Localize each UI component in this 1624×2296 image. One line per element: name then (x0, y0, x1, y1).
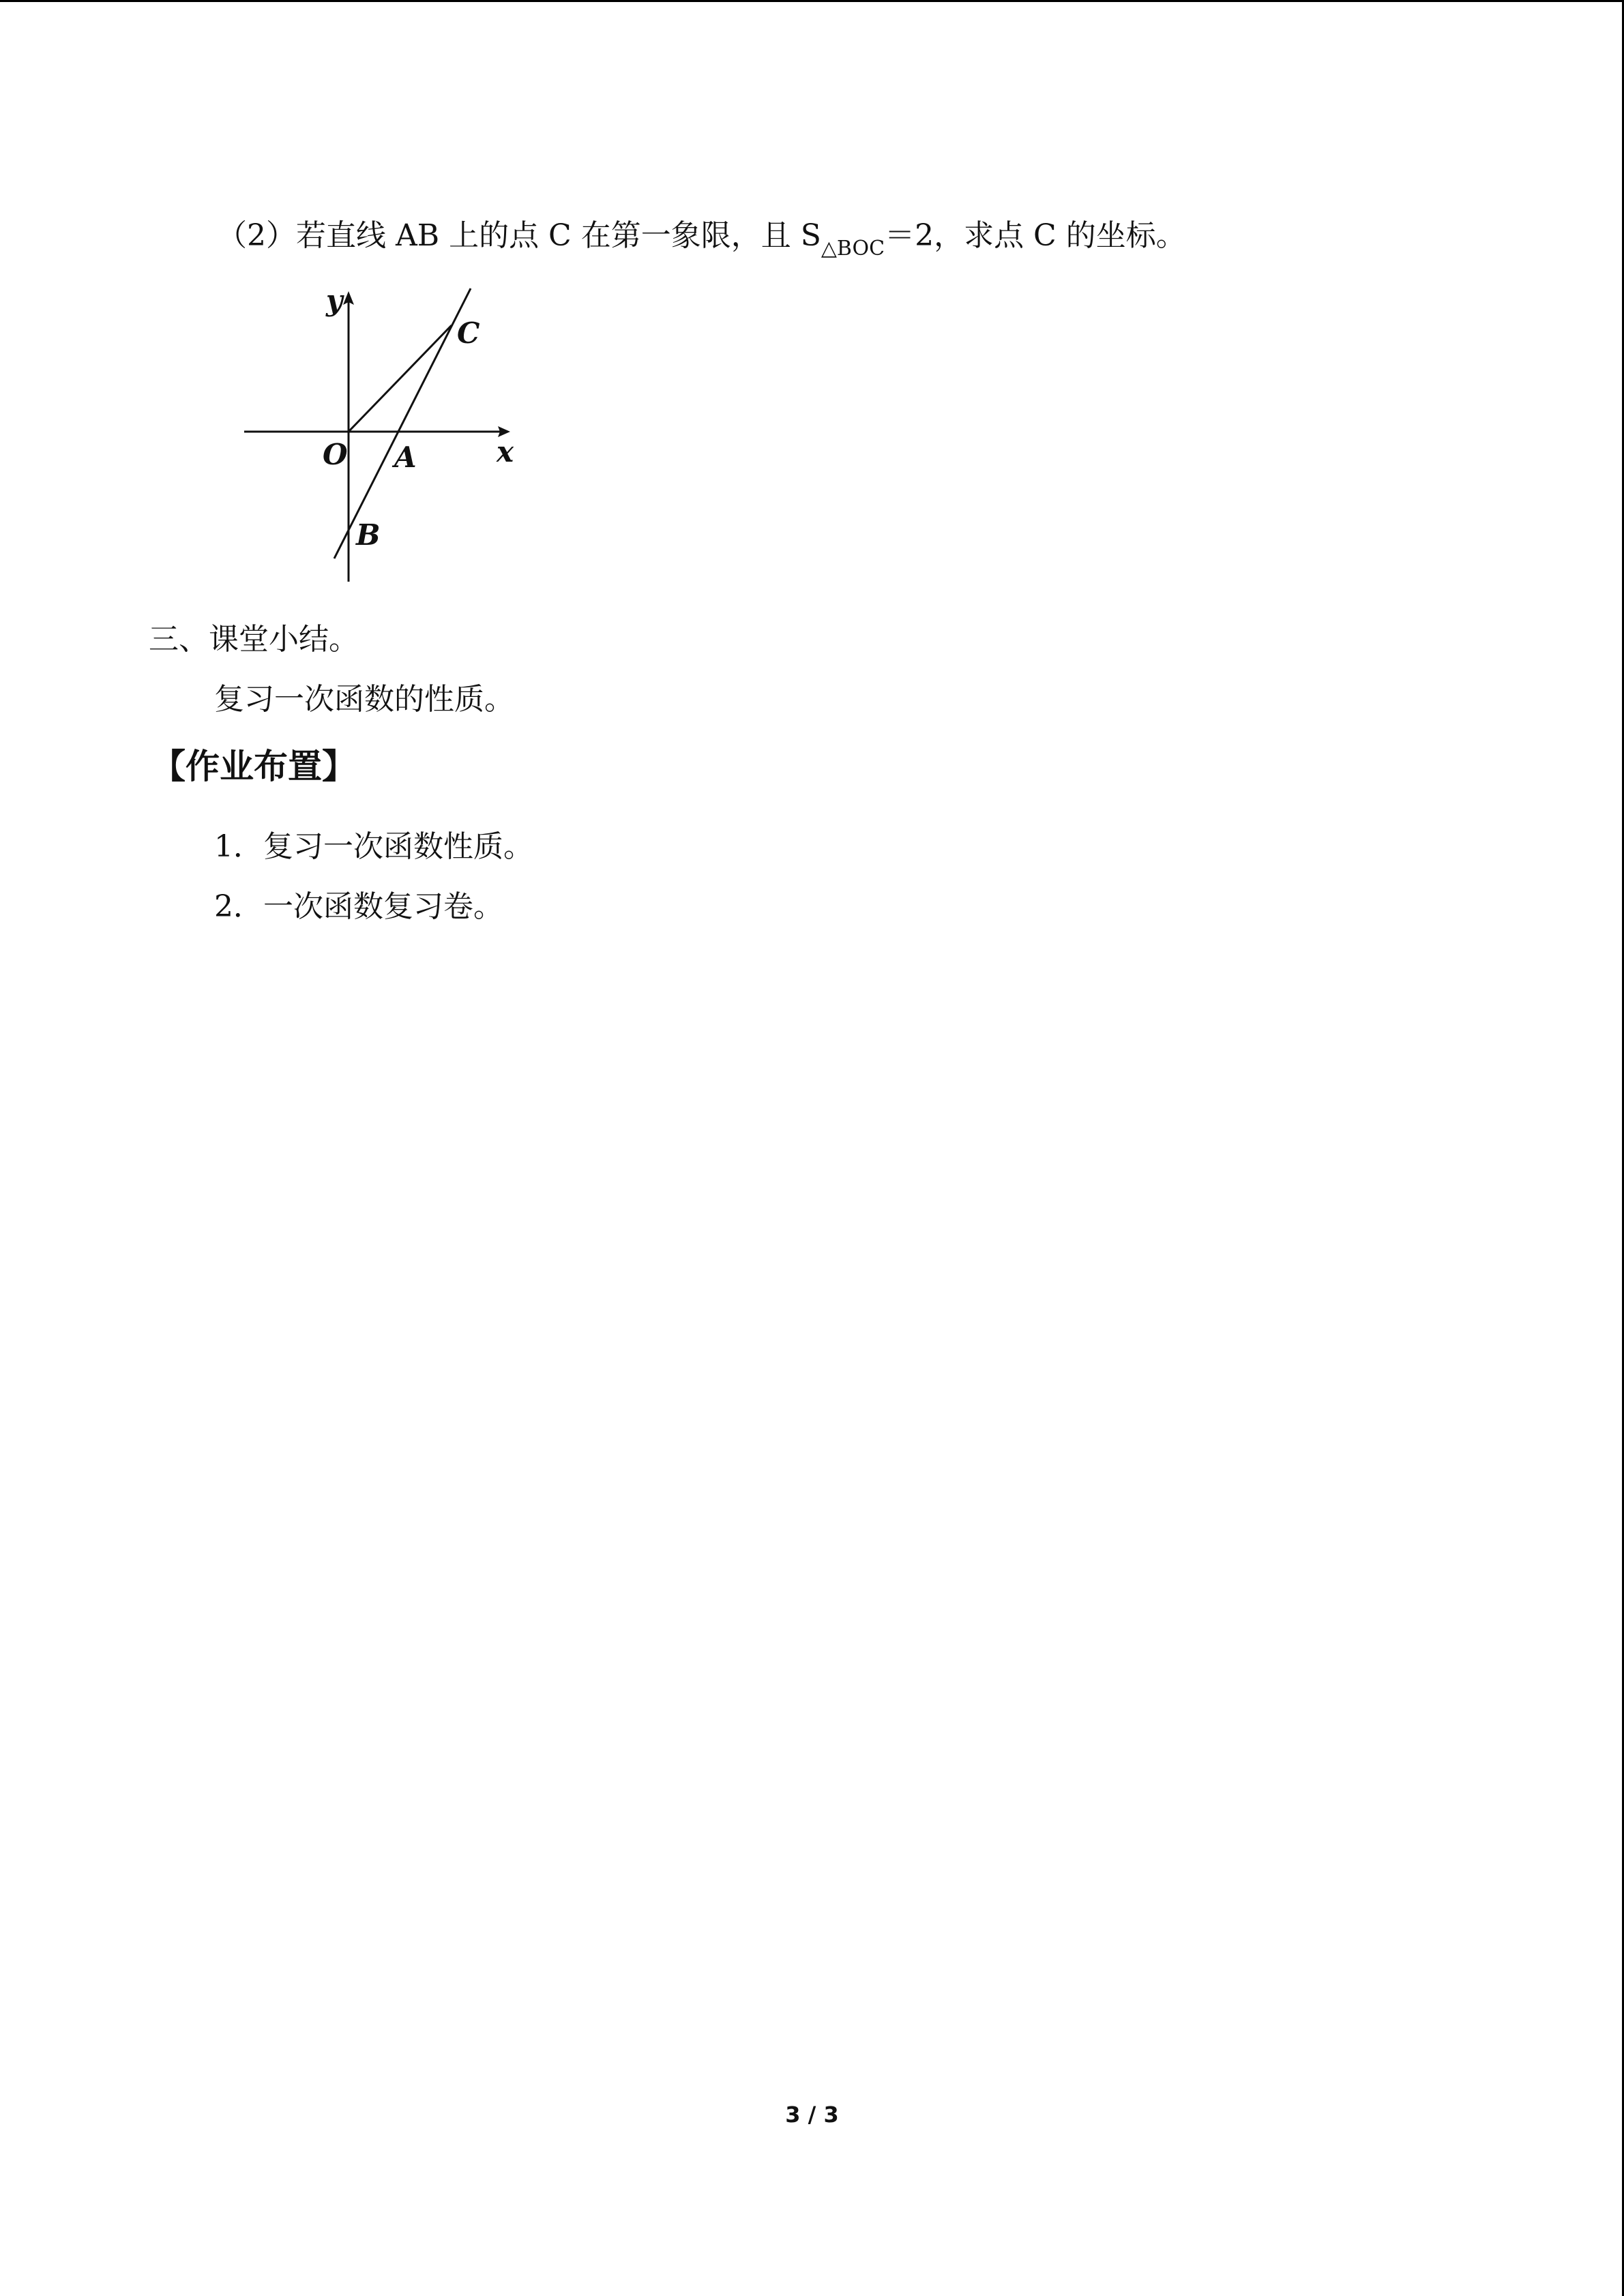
question-text-suffix: ＝2，求点 C 的坐标。 (885, 218, 1186, 253)
question-text-prefix: （2）若直线 AB 上的点 C 在第一象限，且 S (217, 218, 821, 253)
point-c-label: C (457, 316, 480, 350)
homework-heading: 【作业布置】 (151, 747, 356, 786)
point-b-label: B (356, 518, 381, 552)
summary-title: 三、课堂小结。 (149, 622, 359, 657)
segment-oc (349, 325, 452, 432)
summary-body: 复习一次函数的性质。 (214, 682, 514, 717)
homework-item-1: 1．复习一次函数性质。 (214, 829, 533, 864)
point-a-label: A (394, 441, 417, 474)
coordinate-figure (239, 283, 532, 586)
question-2 (217, 217, 1186, 268)
x-axis-label: x (497, 435, 514, 468)
page-number: 3 / 3 (785, 2102, 839, 2128)
line-ab (334, 288, 471, 558)
y-axis-label: y (326, 284, 343, 317)
origin-label: O (323, 438, 348, 471)
homework-item-2: 2．一次函数复习卷。 (214, 889, 503, 924)
top-border (0, 0, 1624, 2)
triangle-subscript: △BOC (821, 237, 885, 260)
